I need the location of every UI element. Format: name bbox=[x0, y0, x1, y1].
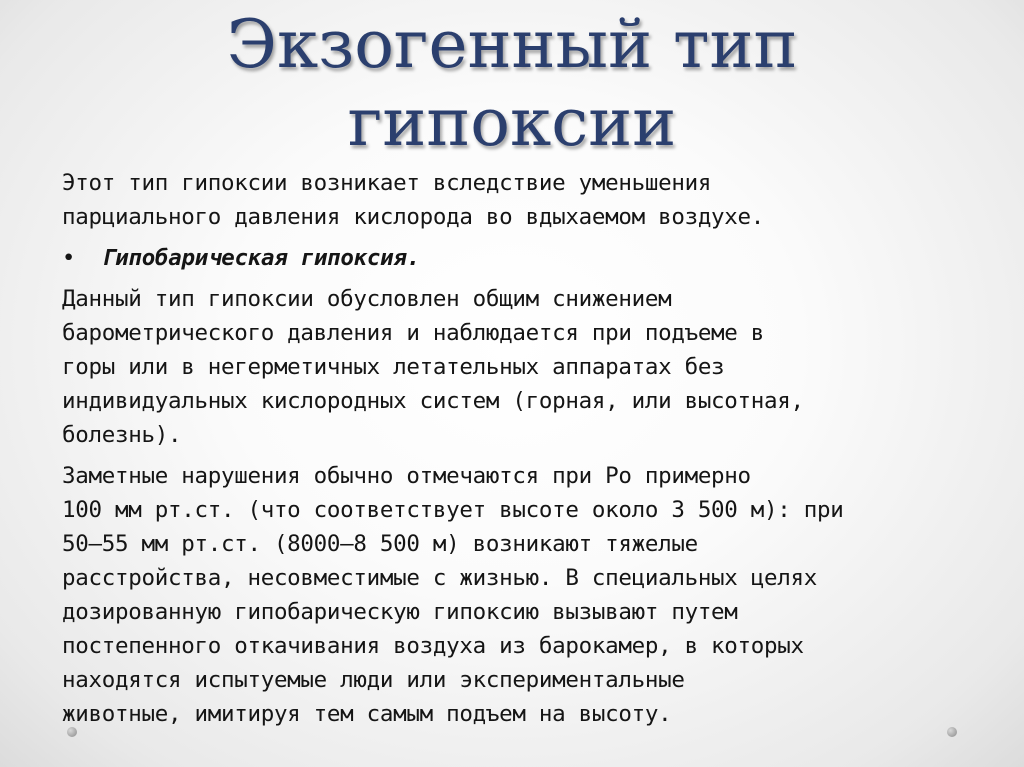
bullet-icon: • bbox=[62, 245, 75, 271]
decorative-dot-icon bbox=[67, 727, 77, 737]
text-line: постепенного откачивания воздуха из барокамер, в которых bbox=[62, 633, 804, 659]
text-line: Этот тип гипоксии возникает вследствие уменьшения bbox=[62, 170, 712, 196]
text-line: болезнь). bbox=[62, 422, 182, 448]
text-line: барометрического давления и наблюдается при подъеме в bbox=[62, 320, 765, 346]
title-line-2: гипоксии bbox=[347, 84, 677, 161]
text-line: находятся испытуемые люди или экспериментальные bbox=[62, 667, 685, 693]
bullet-item bbox=[62, 241, 992, 275]
text-line: расстройства, несовместимые с жизнью. В специальных целях bbox=[62, 565, 818, 591]
text-line: горы или в негерметичных летательных аппаратах без bbox=[62, 354, 725, 380]
text-line: парциального давления кислорода во вдыхаемом воздухе. bbox=[62, 204, 765, 230]
text-line: 50—55 мм рт.ст. (8000—8 500 м) возникают тяжелые bbox=[62, 531, 698, 557]
intro-paragraph bbox=[62, 166, 992, 234]
text-line: Заметные нарушения обычно отмечаются при Ро примерно bbox=[62, 463, 751, 489]
slide-body bbox=[62, 166, 992, 738]
description-paragraph bbox=[62, 282, 992, 452]
decorative-dot-icon bbox=[947, 727, 957, 737]
text-line: индивидуальных кислородных систем (горная, или высотная, bbox=[62, 388, 804, 414]
text-line: Данный тип гипоксии обусловлен общим снижением bbox=[62, 286, 672, 312]
title-line-1: Экзогенный тип bbox=[226, 6, 798, 83]
text-line: дозированную гипобарическую гипоксию вызывают путем bbox=[62, 599, 738, 625]
details-paragraph bbox=[62, 459, 992, 731]
slide-title bbox=[0, 6, 1024, 162]
text-line: животные, имитируя тем самым подъем на высоту. bbox=[62, 701, 672, 727]
bullet-heading: Гипобарическая гипоксия. bbox=[102, 245, 420, 271]
text-line: 100 мм рт.ст. (что соответствует высоте около 3 500 м): при bbox=[62, 497, 844, 523]
